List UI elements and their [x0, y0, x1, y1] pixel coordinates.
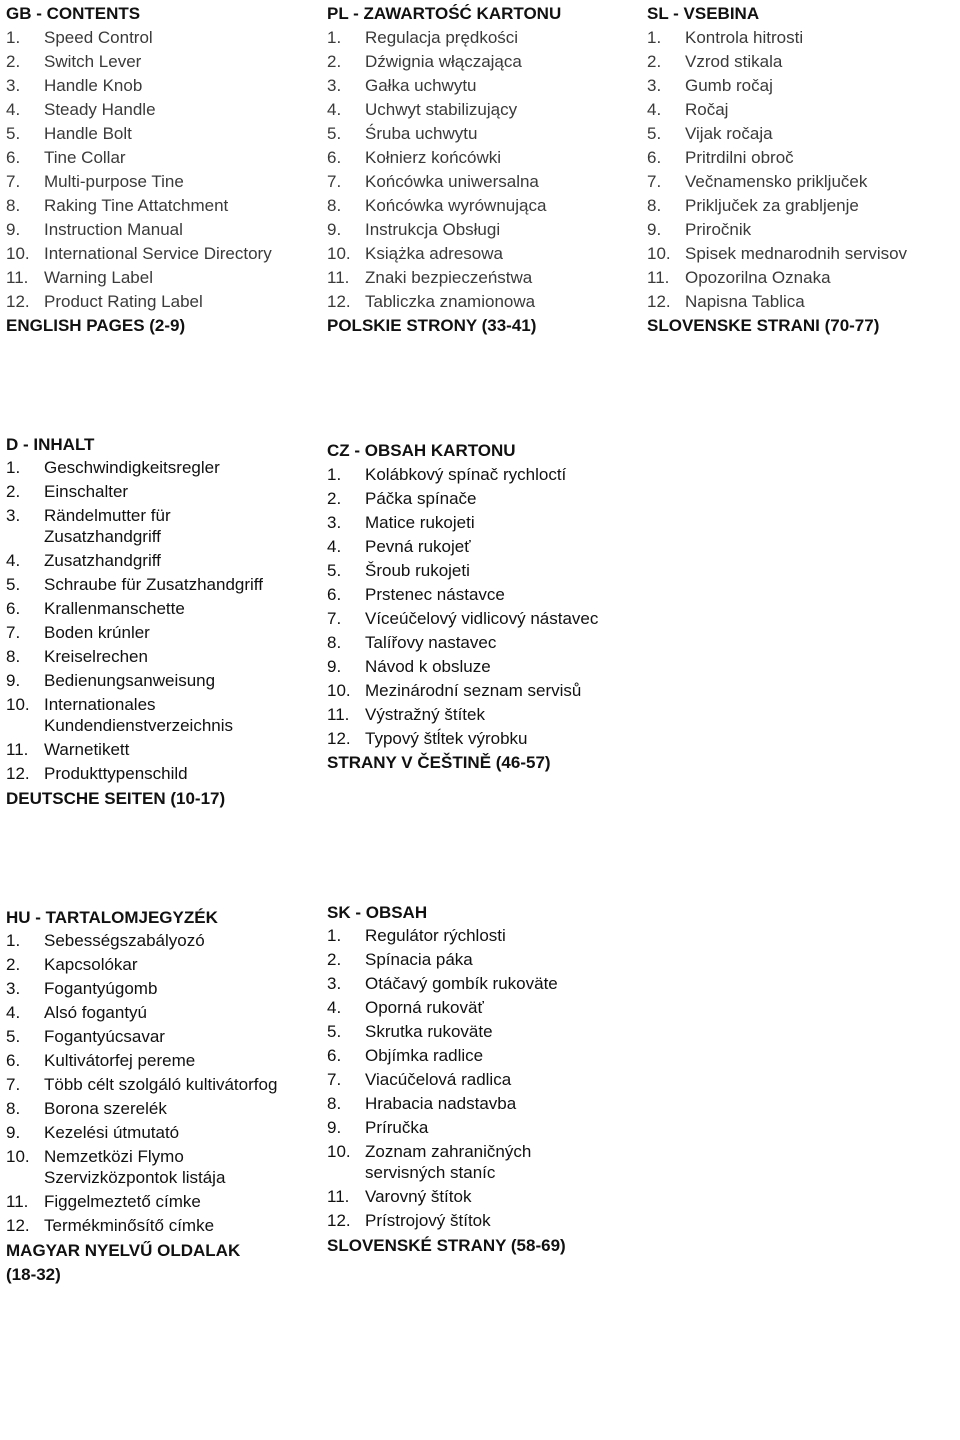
- item-number: 11.: [6, 1192, 29, 1211]
- item-label: Zoznam zahraničných servisných staníc: [365, 1142, 532, 1182]
- section-heading: PL - ZAWARTOŚĆ KARTONU: [327, 4, 562, 23]
- item-label: Páčka spínače: [365, 489, 477, 508]
- list-item: [647, 146, 952, 170]
- item-label: Kapcsolókar: [44, 955, 138, 974]
- item-label: Nemzetközi Flymo Szervizközpontok listája: [44, 1147, 226, 1187]
- list-item: [327, 74, 637, 98]
- list-item: [6, 550, 318, 571]
- item-label: Vzrod stikala: [685, 52, 783, 71]
- list-item: [327, 1045, 647, 1066]
- item-number: 5.: [6, 1027, 21, 1046]
- list-item: [327, 1141, 647, 1183]
- item-number: 8.: [6, 647, 21, 666]
- item-label: Książka adresowa: [365, 244, 503, 263]
- item-number: 7.: [6, 623, 21, 642]
- item-label: Mezinárodní seznam servisů: [365, 681, 582, 700]
- item-number: 7.: [647, 172, 662, 191]
- item-label: Geschwindigkeitsregler: [44, 458, 220, 477]
- list-item: [327, 973, 647, 994]
- list-item: [6, 218, 318, 242]
- item-label: Uchwyt stabilizujący: [365, 100, 518, 119]
- item-number: 10.: [6, 695, 30, 714]
- section-heading: HU - TARTALOMJEGYZÉK: [6, 908, 218, 927]
- item-number: 1.: [647, 28, 662, 47]
- section-heading: D - INHALT: [6, 435, 95, 454]
- list-item: [327, 559, 657, 583]
- item-number: 3.: [647, 76, 662, 95]
- item-number: 12.: [6, 764, 30, 783]
- list-item: [327, 1093, 647, 1114]
- item-label: Kolábkový spínač rychloctí: [365, 465, 567, 484]
- item-label: Skrutka rukoväte: [365, 1022, 493, 1041]
- item-number: 12.: [327, 292, 351, 311]
- item-list: [647, 26, 952, 314]
- item-number: 11.: [647, 268, 670, 287]
- item-number: 7.: [6, 1075, 21, 1094]
- item-label: Borona szerelék: [44, 1099, 167, 1118]
- item-number: 9.: [6, 671, 21, 690]
- item-number: 8.: [647, 196, 662, 215]
- item-label: Viacúčelová radlica: [365, 1070, 512, 1089]
- item-number: 1.: [327, 28, 342, 47]
- item-number: 2.: [647, 52, 662, 71]
- list-item: [327, 242, 637, 266]
- item-number: 5.: [647, 124, 662, 143]
- item-label: Opozorilna Oznaka: [685, 268, 831, 287]
- item-label: Kezelési útmutató: [44, 1123, 180, 1142]
- item-number: 8.: [327, 196, 342, 215]
- item-number: 9.: [647, 220, 662, 239]
- item-number: 1.: [327, 465, 342, 484]
- item-label: Spínacia páka: [365, 950, 473, 969]
- item-label: Hrabacia nadstavba: [365, 1094, 517, 1113]
- list-item: [647, 50, 952, 74]
- item-label: Produkttypenschild: [44, 764, 188, 783]
- section-sk: [327, 901, 647, 1258]
- list-item: [327, 949, 647, 970]
- list-item: [6, 622, 318, 643]
- section-cz: [327, 439, 657, 775]
- item-number: 6.: [327, 1046, 342, 1065]
- item-label: Schraube für Zusatzhandgriff: [44, 575, 263, 594]
- list-item: [327, 146, 637, 170]
- item-label: Bedienungsanweisung: [44, 671, 216, 690]
- item-number: 5.: [327, 561, 342, 580]
- list-item: [6, 505, 318, 547]
- item-number: 12.: [6, 1216, 30, 1235]
- section-footer: STRANY V ČEŠTINĚ (46-57): [327, 753, 551, 772]
- item-label: Vijak ročaja: [685, 124, 773, 143]
- list-item: [327, 535, 657, 559]
- list-item: [647, 194, 952, 218]
- item-label: Regulátor rýchlosti: [365, 926, 506, 945]
- item-number: 10.: [6, 1147, 30, 1166]
- list-item: [6, 1215, 318, 1236]
- item-label: Kultivátorfej pereme: [44, 1051, 196, 1070]
- item-number: 5.: [6, 575, 21, 594]
- item-label: Tabliczka znamionowa: [365, 292, 536, 311]
- item-label: Príručka: [365, 1118, 429, 1137]
- item-number: 4.: [6, 100, 21, 119]
- item-number: 11.: [6, 268, 29, 287]
- item-number: 8.: [6, 196, 21, 215]
- list-item: [327, 98, 637, 122]
- item-number: 2.: [327, 489, 342, 508]
- item-number: 4.: [327, 998, 342, 1017]
- list-item: [6, 1146, 318, 1188]
- list-item: [6, 598, 318, 619]
- list-item: [327, 194, 637, 218]
- item-label: Rändelmutter für Zusatzhandgriff: [44, 506, 171, 546]
- item-number: 4.: [647, 100, 662, 119]
- list-item: [327, 583, 657, 607]
- list-item: [327, 511, 657, 535]
- item-number: 9.: [327, 1118, 342, 1137]
- section-footer: MAGYAR NYELVŰ OLDALAK (18-32): [6, 1241, 241, 1284]
- item-number: 12.: [327, 1211, 351, 1230]
- item-number: 3.: [327, 513, 342, 532]
- item-number: 3.: [6, 76, 21, 95]
- item-list: [6, 457, 318, 784]
- item-label: Kreiselrechen: [44, 647, 148, 666]
- list-item: [6, 1191, 318, 1212]
- item-label: Matice rukojeti: [365, 513, 475, 532]
- item-number: 2.: [6, 52, 21, 71]
- list-item: [327, 122, 637, 146]
- item-label: Kontrola hitrosti: [685, 28, 804, 47]
- item-label: Typový štĺtek výrobku: [365, 729, 528, 748]
- list-item: [327, 218, 637, 242]
- list-item: [6, 98, 318, 122]
- section-footer: SLOVENSKE STRANI (70-77): [647, 316, 880, 335]
- item-number: 7.: [327, 1070, 342, 1089]
- list-item: [327, 170, 637, 194]
- list-item: [647, 170, 952, 194]
- item-label: Instrukcja Obsługi: [365, 220, 501, 239]
- list-item: [6, 1122, 318, 1143]
- item-label: Pritrdilni obroč: [685, 148, 794, 167]
- item-number: 2.: [6, 482, 21, 501]
- list-item: [647, 98, 952, 122]
- item-label: Steady Handle: [44, 100, 156, 119]
- list-item: [6, 242, 318, 266]
- item-label: Krallenmanschette: [44, 599, 185, 618]
- section-hu: [6, 906, 318, 1287]
- item-label: Napisna Tablica: [685, 292, 805, 311]
- item-number: 9.: [6, 1123, 21, 1142]
- list-item: [327, 703, 657, 727]
- list-item: [6, 122, 318, 146]
- item-list: [327, 463, 657, 751]
- item-number: 4.: [327, 100, 342, 119]
- item-label: Zusatzhandgriff: [44, 551, 161, 570]
- item-number: 3.: [327, 974, 342, 993]
- item-label: Výstražný štítek: [365, 705, 485, 724]
- item-number: 5.: [6, 124, 21, 143]
- item-number: 9.: [327, 220, 342, 239]
- section-footer: SLOVENSKÉ STRANY (58-69): [327, 1236, 566, 1255]
- item-list: [6, 930, 318, 1236]
- item-number: 11.: [327, 1187, 350, 1206]
- list-item: [6, 194, 318, 218]
- section-gb: [6, 2, 318, 338]
- item-number: 7.: [6, 172, 21, 191]
- list-item: [6, 930, 318, 951]
- item-label: Oporná rukoväť: [365, 998, 484, 1017]
- list-item: [6, 1074, 318, 1095]
- list-item: [6, 739, 318, 760]
- list-item: [327, 727, 657, 751]
- item-number: 6.: [327, 148, 342, 167]
- list-item: [647, 122, 952, 146]
- list-item: [327, 1069, 647, 1090]
- item-label: Návod k obsluze: [365, 657, 491, 676]
- item-label: Internationales Kundendienstverzeichnis: [44, 695, 234, 735]
- item-label: Fogantyúgomb: [44, 979, 158, 998]
- list-item: [327, 463, 657, 487]
- item-number: 1.: [327, 926, 342, 945]
- list-item: [327, 655, 657, 679]
- item-list: [327, 925, 647, 1231]
- item-number: 12.: [647, 292, 671, 311]
- list-item: [6, 290, 318, 314]
- section-de: [6, 433, 318, 811]
- item-label: Multi-purpose Tine: [44, 172, 184, 191]
- item-number: 7.: [327, 172, 342, 191]
- item-number: 11.: [327, 268, 350, 287]
- section-sl: [647, 2, 952, 338]
- list-item: [6, 170, 318, 194]
- item-number: 6.: [647, 148, 662, 167]
- item-number: 5.: [327, 1022, 342, 1041]
- list-item: [6, 694, 318, 736]
- item-number: 6.: [6, 148, 21, 167]
- item-number: 4.: [6, 551, 21, 570]
- list-item: [327, 1021, 647, 1042]
- list-item: [6, 266, 318, 290]
- list-item: [6, 74, 318, 98]
- item-label: Gałka uchwytu: [365, 76, 477, 95]
- item-number: 2.: [327, 52, 342, 71]
- list-item: [6, 1050, 318, 1071]
- list-item: [6, 481, 318, 502]
- item-label: Varovný štítok: [365, 1187, 472, 1206]
- item-number: 1.: [6, 931, 21, 950]
- item-number: 4.: [327, 537, 342, 556]
- item-label: Večnamensko priključek: [685, 172, 868, 191]
- list-item: [327, 925, 647, 946]
- section-heading: SK - OBSAH: [327, 903, 428, 922]
- item-number: 6.: [327, 585, 342, 604]
- item-label: Alsó fogantyú: [44, 1003, 148, 1022]
- list-item: [6, 50, 318, 74]
- list-item: [647, 218, 952, 242]
- item-label: Boden krúnler: [44, 623, 150, 642]
- list-item: [327, 50, 637, 74]
- item-label: Tine Collar: [44, 148, 126, 167]
- item-number: 11.: [6, 740, 29, 759]
- list-item: [327, 679, 657, 703]
- item-label: Víceúčelový vidlicový nástavec: [365, 609, 599, 628]
- list-item: [327, 290, 637, 314]
- list-item: [6, 670, 318, 691]
- item-label: Speed Control: [44, 28, 153, 47]
- item-label: Dźwignia włączająca: [365, 52, 522, 71]
- item-number: 1.: [6, 28, 21, 47]
- item-label: Spisek mednarodnih servisov: [685, 244, 908, 263]
- item-number: 6.: [6, 599, 21, 618]
- section-footer: DEUTSCHE SEITEN (10-17): [6, 789, 226, 808]
- list-item: [327, 266, 637, 290]
- item-label: Sebességszabályozó: [44, 931, 205, 950]
- item-label: Otáčavý gombík rukoväte: [365, 974, 558, 993]
- item-label: Fogantyúcsavar: [44, 1027, 165, 1046]
- list-item: [6, 1002, 318, 1023]
- item-number: 8.: [327, 1094, 342, 1113]
- item-number: 9.: [327, 657, 342, 676]
- item-number: 4.: [6, 1003, 21, 1022]
- item-number: 11.: [327, 705, 350, 724]
- item-label: Handle Knob: [44, 76, 143, 95]
- item-label: Talířovy nastavec: [365, 633, 497, 652]
- item-label: Prístrojový štítok: [365, 1211, 491, 1230]
- list-item: [6, 457, 318, 478]
- item-number: 12.: [6, 292, 30, 311]
- item-label: Warning Label: [44, 268, 153, 287]
- list-item: [6, 146, 318, 170]
- section-heading: GB - CONTENTS: [6, 4, 141, 23]
- item-label: Gumb ročaj: [685, 76, 773, 95]
- item-number: 3.: [6, 979, 21, 998]
- list-item: [647, 266, 952, 290]
- item-label: Warnetikett: [44, 740, 130, 759]
- item-label: Priključek za grabljenje: [685, 196, 859, 215]
- item-number: 2.: [327, 950, 342, 969]
- item-label: Ročaj: [685, 100, 729, 119]
- list-item: [647, 290, 952, 314]
- item-label: Több célt szolgáló kultivátorfog: [44, 1075, 278, 1094]
- item-number: 10.: [6, 244, 30, 263]
- item-list: [6, 26, 318, 314]
- item-label: Einschalter: [44, 482, 129, 501]
- list-item: [647, 242, 952, 266]
- section-heading: SL - VSEBINA: [647, 4, 760, 23]
- item-label: Prstenec nástavce: [365, 585, 505, 604]
- list-item: [327, 1210, 647, 1231]
- list-item: [6, 1098, 318, 1119]
- item-label: Šroub rukojeti: [365, 561, 470, 580]
- list-item: [6, 763, 318, 784]
- item-label: Kołnierz końcówki: [365, 148, 502, 167]
- section-heading: CZ - OBSAH KARTONU: [327, 441, 516, 460]
- item-label: Śruba uchwytu: [365, 124, 478, 143]
- list-item: [6, 646, 318, 667]
- item-number: 10.: [327, 244, 351, 263]
- item-label: Product Rating Label: [44, 292, 203, 311]
- item-number: 6.: [6, 1051, 21, 1070]
- item-label: Termékminősítő címke: [44, 1216, 215, 1235]
- item-label: Figgelmeztető címke: [44, 1192, 201, 1211]
- item-number: 2.: [6, 955, 21, 974]
- item-label: Końcówka wyrównująca: [365, 196, 547, 215]
- item-label: Regulacja prędkości: [365, 28, 519, 47]
- item-list: [327, 26, 637, 314]
- section-footer: ENGLISH PAGES (2-9): [6, 316, 186, 335]
- list-item: [6, 954, 318, 975]
- item-label: Pevná rukojeť: [365, 537, 471, 556]
- list-item: [647, 74, 952, 98]
- item-number: 8.: [327, 633, 342, 652]
- list-item: [6, 978, 318, 999]
- list-item: [327, 607, 657, 631]
- list-item: [327, 26, 637, 50]
- section-footer: POLSKIE STRONY (33-41): [327, 316, 537, 335]
- item-number: 5.: [327, 124, 342, 143]
- item-label: Switch Lever: [44, 52, 142, 71]
- item-number: 1.: [6, 458, 21, 477]
- list-item: [6, 26, 318, 50]
- item-number: 8.: [6, 1099, 21, 1118]
- item-label: Znaki bezpieczeństwa: [365, 268, 533, 287]
- item-number: 10.: [327, 1142, 351, 1161]
- item-number: 12.: [327, 729, 351, 748]
- item-label: International Service Directory: [44, 244, 272, 263]
- item-label: Końcówka uniwersalna: [365, 172, 539, 191]
- item-number: 7.: [327, 609, 342, 628]
- list-item: [6, 1026, 318, 1047]
- item-number: 10.: [647, 244, 671, 263]
- item-number: 10.: [327, 681, 351, 700]
- item-label: Objímka radlice: [365, 1046, 484, 1065]
- list-item: [647, 26, 952, 50]
- item-label: Handle Bolt: [44, 124, 132, 143]
- list-item: [327, 1186, 647, 1207]
- item-label: Instruction Manual: [44, 220, 183, 239]
- item-label: Raking Tine Attatchment: [44, 196, 229, 215]
- list-item: [6, 574, 318, 595]
- item-label: Priročnik: [685, 220, 752, 239]
- list-item: [327, 1117, 647, 1138]
- list-item: [327, 997, 647, 1018]
- item-number: 9.: [6, 220, 21, 239]
- item-number: 3.: [6, 506, 21, 525]
- section-pl: [327, 2, 637, 338]
- list-item: [327, 487, 657, 511]
- item-number: 3.: [327, 76, 342, 95]
- list-item: [327, 631, 657, 655]
